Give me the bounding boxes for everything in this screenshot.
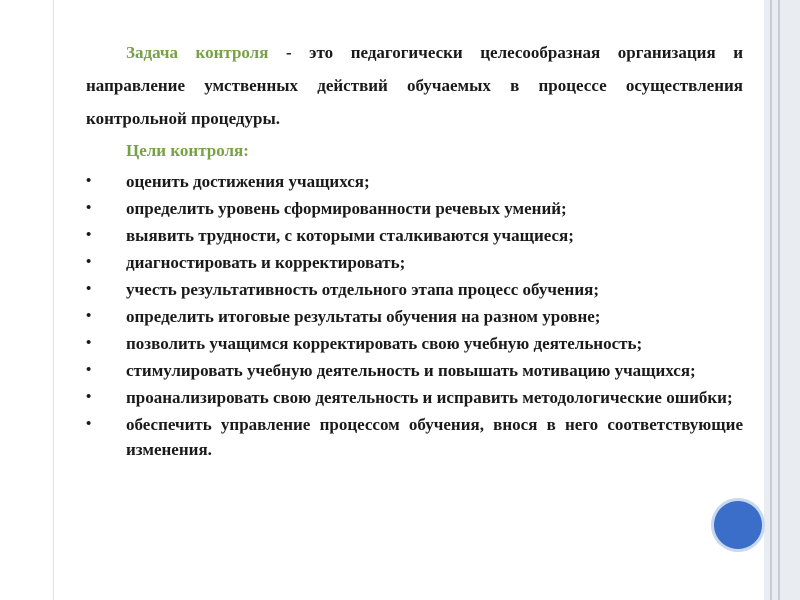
goal-text: оценить достижения учащихся;: [126, 172, 370, 191]
goal-item: [86, 304, 743, 329]
bullet-icon: •: [86, 173, 92, 189]
slide-content: [86, 36, 743, 464]
goal-text: определить итоговые результаты обучения на разном уровне;: [126, 307, 601, 326]
bullet-icon: •: [86, 308, 92, 324]
goal-item: [86, 169, 743, 194]
goals-list: [86, 169, 743, 462]
right-decor-stripe: [770, 0, 772, 600]
goal-item: [86, 277, 743, 302]
goal-item: [86, 250, 743, 275]
intro-term: Задача контроля: [126, 43, 269, 62]
goal-item: [86, 385, 743, 410]
goals-title: Цели контроля:: [126, 141, 249, 160]
goal-item: [86, 358, 743, 383]
goal-text: проанализировать свою деятельность и исправить методологические ошибки;: [126, 388, 733, 407]
bullet-icon: •: [86, 362, 92, 378]
bullet-icon: •: [86, 227, 92, 243]
bullet-icon: •: [86, 254, 92, 270]
goal-text: обеспечить управление процессом обучения, внося в него соответствующие изменения.: [126, 415, 743, 459]
intro-text: - это педагогически целесообразная организация и направление умственных действий обучаемых в процессе осуществления контрольной процедуры.: [86, 43, 743, 128]
goal-text: определить уровень сформированности речевых умений;: [126, 199, 567, 218]
right-decor-stripe: [778, 0, 780, 600]
goal-text: стимулировать учебную деятельность и повышать мотивацию учащихся;: [126, 361, 696, 380]
bullet-icon: •: [86, 389, 92, 405]
intro-paragraph: [86, 36, 743, 135]
goal-text: позволить учащимся корректировать свою учебную деятельность;: [126, 334, 643, 353]
goal-item: [86, 223, 743, 248]
bullet-icon: •: [86, 200, 92, 216]
bullet-icon: •: [86, 335, 92, 351]
bullet-icon: •: [86, 416, 92, 432]
goal-item: [86, 412, 743, 462]
goal-text: диагностировать и корректировать;: [126, 253, 406, 272]
goal-text: выявить трудности, с которыми сталкиваются учащиеся;: [126, 226, 574, 245]
goal-item: [86, 331, 743, 356]
goal-text: учесть результативность отдельного этапа процесс обучения;: [126, 280, 599, 299]
goal-item: [86, 196, 743, 221]
bullet-icon: •: [86, 281, 92, 297]
decorative-circle-icon: [714, 501, 762, 549]
